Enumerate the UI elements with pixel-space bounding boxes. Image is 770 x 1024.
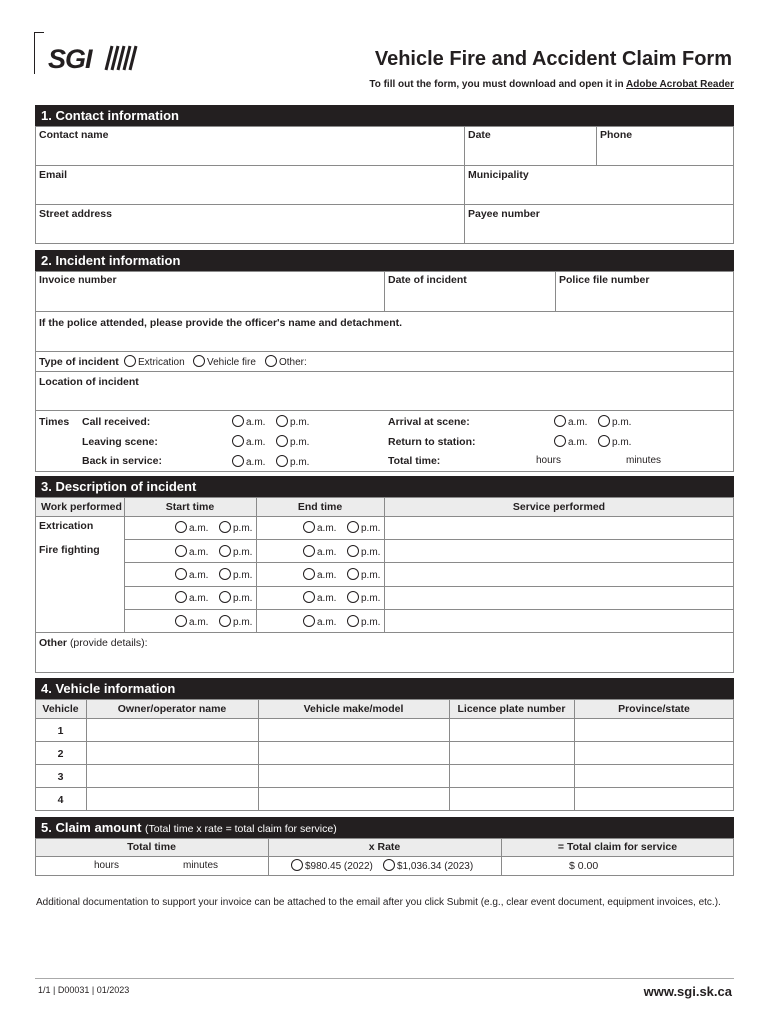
- radio-icon: [383, 859, 395, 871]
- radio-icon: [303, 545, 315, 557]
- radio-icon: [219, 521, 231, 533]
- arrival-pm-radio[interactable]: p.m.: [598, 415, 631, 428]
- other-radio[interactable]: Other:: [265, 355, 307, 368]
- section-4-header: 4. Vehicle information: [35, 678, 734, 699]
- police-attended-field[interactable]: If the police attended, please provide the officer's name and detachment.: [39, 317, 403, 329]
- back-in-service-pm-radio[interactable]: p.m.: [276, 455, 309, 468]
- times-label: Times: [39, 416, 70, 428]
- start-time-4-pm-radio[interactable]: p.m.: [219, 591, 252, 604]
- start-time-5-pm-radio[interactable]: p.m.: [219, 615, 252, 628]
- radio-icon: [347, 591, 359, 603]
- type-of-incident-label: Type of incident: [39, 356, 119, 368]
- end-time-1-am-radio[interactable]: a.m.: [303, 521, 336, 534]
- end-time-5-am-radio[interactable]: a.m.: [303, 615, 336, 628]
- radio-icon: [291, 859, 303, 871]
- back-in-service-label: Back in service:: [82, 455, 162, 467]
- radio-icon: [347, 545, 359, 557]
- hours-label: hours: [536, 455, 562, 466]
- vehicle-row-number: 2: [57, 748, 64, 760]
- back-in-service-am-radio[interactable]: a.m.: [232, 455, 265, 468]
- section-5-header: 5. Claim amount (Total time x rate = total claim for service): [35, 817, 734, 838]
- rate-2023-radio[interactable]: $1,036.34 (2023): [383, 859, 473, 872]
- radio-icon: [193, 355, 205, 367]
- claim-minutes-input[interactable]: minutes: [183, 860, 219, 871]
- radio-icon: [276, 455, 288, 467]
- radio-icon: [219, 615, 231, 627]
- section-2-header: 2. Incident information: [35, 250, 734, 271]
- radio-icon: [175, 591, 187, 603]
- radio-icon: [347, 568, 359, 580]
- start-time-4-am-radio[interactable]: a.m.: [175, 591, 208, 604]
- arrival-am-radio[interactable]: a.m.: [554, 415, 587, 428]
- make-model-col-header: Vehicle make/model: [303, 703, 404, 715]
- start-time-1-am-radio[interactable]: a.m.: [175, 521, 208, 534]
- extrication-radio[interactable]: Extrication: [124, 355, 185, 368]
- radio-icon: [554, 415, 566, 427]
- vehicle-row-number: 3: [57, 771, 64, 783]
- radio-icon: [303, 591, 315, 603]
- police-file-field[interactable]: Police file number: [559, 274, 650, 286]
- location-field[interactable]: Location of incident: [39, 376, 139, 388]
- start-time-1-pm-radio[interactable]: p.m.: [219, 521, 252, 534]
- end-time-4-am-radio[interactable]: a.m.: [303, 591, 336, 604]
- adobe-reader-link[interactable]: Adobe Acrobat Reader: [626, 79, 734, 90]
- radio-icon: [598, 415, 610, 427]
- radio-icon: [303, 615, 315, 627]
- radio-icon: [232, 415, 244, 427]
- return-am-radio[interactable]: a.m.: [554, 435, 587, 448]
- return-pm-radio[interactable]: p.m.: [598, 435, 631, 448]
- vehicle-fire-radio[interactable]: Vehicle fire: [193, 355, 256, 368]
- total-time-header: Total time: [127, 841, 176, 853]
- radio-icon: [219, 591, 231, 603]
- claim-hours-input[interactable]: hours: [94, 860, 120, 871]
- section-1-header: 1. Contact information: [35, 105, 734, 126]
- end-time-5-pm-radio[interactable]: p.m.: [347, 615, 380, 628]
- radio-icon: [347, 615, 359, 627]
- radio-icon: [219, 545, 231, 557]
- radio-icon: [232, 455, 244, 467]
- end-time-2-pm-radio[interactable]: p.m.: [347, 545, 380, 558]
- contact-name-field[interactable]: Contact name: [39, 129, 109, 141]
- total-time-label: Total time:: [388, 455, 441, 467]
- end-time-header: End time: [297, 501, 343, 513]
- form-code: 1/1 | D00031 | 01/2023: [38, 985, 130, 995]
- invoice-number-field[interactable]: Invoice number: [39, 274, 117, 286]
- contact-info-box: [35, 126, 734, 244]
- radio-icon: [175, 545, 187, 557]
- radio-icon: [598, 435, 610, 447]
- call-received-pm-radio[interactable]: p.m.: [276, 415, 309, 428]
- start-time-5-am-radio[interactable]: a.m.: [175, 615, 208, 628]
- plate-col-header: Licence plate number: [457, 703, 566, 715]
- start-time-2-am-radio[interactable]: a.m.: [175, 545, 208, 558]
- end-time-1-pm-radio[interactable]: p.m.: [347, 521, 380, 534]
- start-time-2-pm-radio[interactable]: p.m.: [219, 545, 252, 558]
- vehicle-col-header: Vehicle: [42, 703, 79, 715]
- radio-icon: [276, 435, 288, 447]
- leaving-scene-am-radio[interactable]: a.m.: [232, 435, 265, 448]
- start-time-3-pm-radio[interactable]: p.m.: [219, 568, 252, 581]
- minutes-label: minutes: [626, 455, 662, 466]
- sgi-logo: [34, 32, 146, 74]
- total-claim-header: = Total claim for service: [557, 841, 678, 853]
- form-title: Vehicle Fire and Accident Claim Form: [374, 48, 732, 70]
- download-instruction: To fill out the form, you must download and open it in Adobe Acrobat Reader: [369, 79, 734, 90]
- radio-icon: [303, 568, 315, 580]
- end-time-4-pm-radio[interactable]: p.m.: [347, 591, 380, 604]
- total-claim-value: $ 0.00: [569, 860, 599, 872]
- date-field[interactable]: Date: [468, 129, 491, 141]
- radio-icon: [276, 415, 288, 427]
- website-link[interactable]: www.sgi.sk.ca: [643, 984, 732, 999]
- end-time-2-am-radio[interactable]: a.m.: [303, 545, 336, 558]
- svg-text:SGI: SGI: [48, 44, 92, 74]
- vehicle-row-number: 4: [57, 794, 64, 806]
- date-of-incident-field[interactable]: Date of incident: [388, 274, 467, 286]
- municipality-field[interactable]: Municipality: [468, 169, 529, 181]
- service-performed-header: Service performed: [512, 501, 606, 513]
- leaving-scene-pm-radio[interactable]: p.m.: [276, 435, 309, 448]
- additional-documentation-note: Additional documentation to support your invoice can be attached to the email after you click Submit (e.g., clear event document, equipment invoices, etc.).: [36, 897, 721, 908]
- work-performed-header: Work performed: [41, 501, 122, 513]
- rate-2022-radio[interactable]: $980.45 (2022): [291, 859, 373, 872]
- payee-number-field[interactable]: Payee number: [468, 208, 540, 220]
- extrication-row-label: Extrication: [39, 520, 94, 532]
- email-field[interactable]: Email: [39, 169, 68, 181]
- start-time-3-am-radio[interactable]: a.m.: [175, 568, 208, 581]
- rate-header: x Rate: [368, 841, 401, 853]
- radio-icon: [303, 521, 315, 533]
- start-time-header: Start time: [165, 501, 215, 513]
- arrival-label: Arrival at scene:: [388, 416, 470, 428]
- radio-icon: [124, 355, 136, 367]
- vehicle-row-number: 1: [57, 725, 64, 737]
- radio-icon: [232, 435, 244, 447]
- phone-field[interactable]: Phone: [600, 129, 633, 141]
- owner-col-header: Owner/operator name: [117, 703, 227, 715]
- radio-icon: [347, 521, 359, 533]
- radio-icon: [175, 568, 187, 580]
- street-address-field[interactable]: Street address: [39, 208, 112, 220]
- province-col-header: Province/state: [618, 703, 690, 715]
- call-received-am-radio[interactable]: a.m.: [232, 415, 265, 428]
- radio-icon: [219, 568, 231, 580]
- fire-fighting-row-label: Fire fighting: [39, 544, 100, 556]
- radio-icon: [265, 355, 277, 367]
- call-received-label: Call received:: [82, 416, 151, 428]
- section-3-header: 3. Description of incident: [35, 476, 734, 497]
- other-details-field[interactable]: Other (provide details):: [39, 637, 148, 649]
- return-label: Return to station:: [388, 436, 476, 448]
- radio-icon: [175, 521, 187, 533]
- end-time-3-am-radio[interactable]: a.m.: [303, 568, 336, 581]
- radio-icon: [554, 435, 566, 447]
- end-time-3-pm-radio[interactable]: p.m.: [347, 568, 380, 581]
- leaving-scene-label: Leaving scene:: [82, 436, 158, 448]
- radio-icon: [175, 615, 187, 627]
